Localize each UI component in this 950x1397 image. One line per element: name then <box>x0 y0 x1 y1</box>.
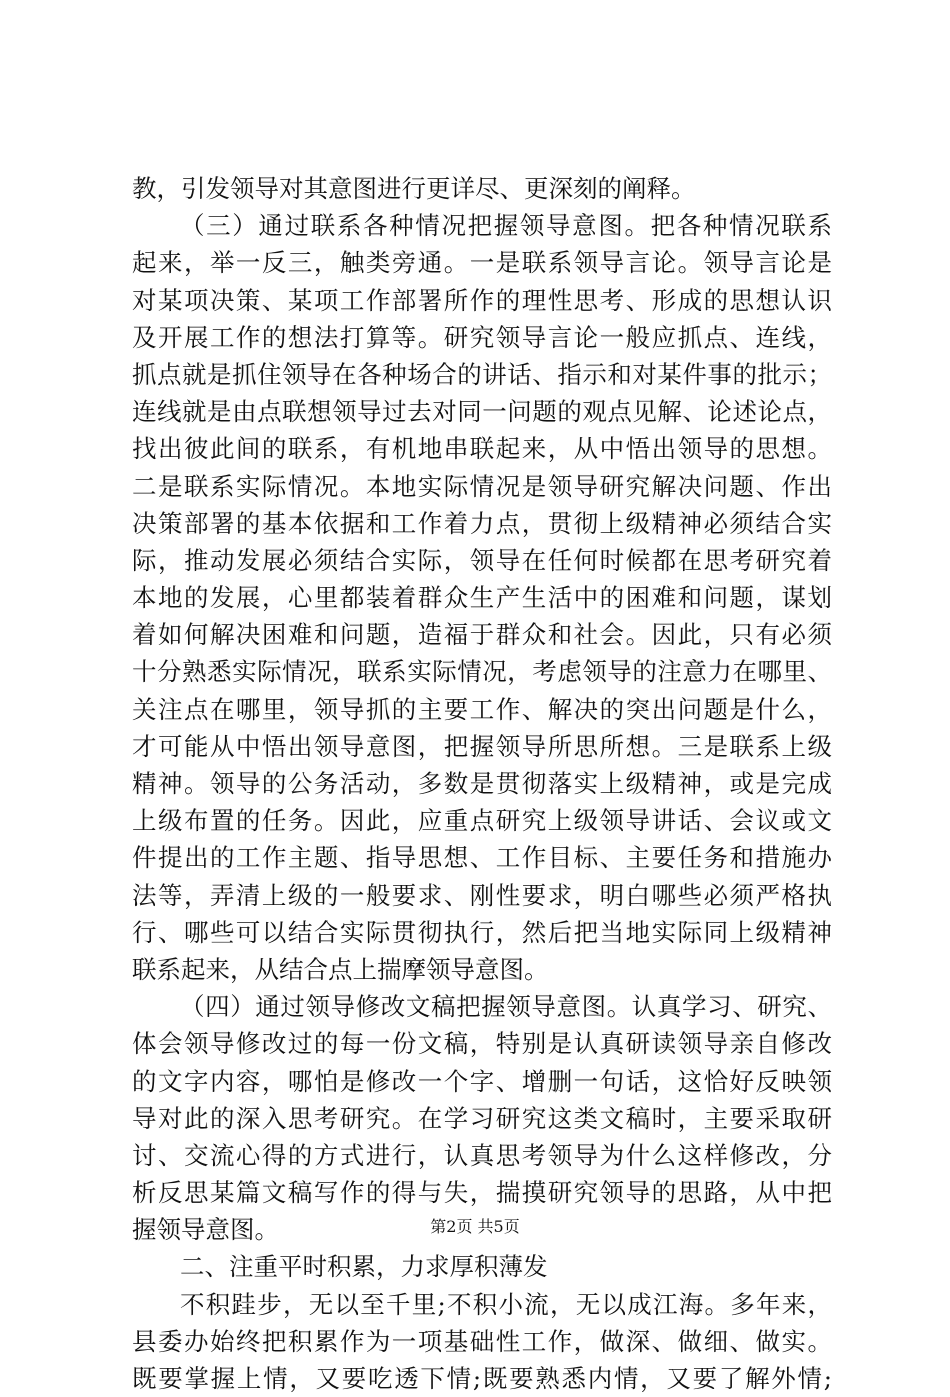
text-line: 不积跬步，无以至千里;不积小流，无以成江海。多年来， <box>180 1289 832 1319</box>
text-line: 导对此的深入思考研究。在学习研究这类文稿时，主要采取研 <box>132 1103 832 1133</box>
text-line: 联系起来，从结合点上揣摩领导意图。 <box>132 954 549 984</box>
text-line: 决策部署的基本依据和工作着力点，贯彻上级精神必须结合实 <box>132 508 832 538</box>
page-footer: 第2页 共5页 <box>430 1217 520 1236</box>
text-line: 关注点在哪里，领导抓的主要工作、解决的突出问题是什么， <box>132 694 832 724</box>
text-line: 析反思某篇文稿写作的得与失，揣摸研究领导的思路，从中把 <box>132 1178 832 1208</box>
text-line: 找出彼此间的联系，有机地串联起来，从中悟出领导的思想。 <box>132 434 832 464</box>
text-line: 行、哪些可以结合实际贯彻执行，然后把当地实际同上级精神 <box>132 917 832 947</box>
text-line: 握领导意图。 <box>132 1215 279 1245</box>
text-line: 际，推动发展必须结合实际，领导在任何时候都在思考研究着 <box>132 545 832 575</box>
text-line: 讨、交流心得的方式进行，认真思考领导为什么这样修改，分 <box>132 1140 832 1170</box>
text-line: 二是联系实际情况。本地实际情况是领导研究解决问题、作出 <box>132 471 832 501</box>
text-line: 着如何解决困难和问题，造福于群众和社会。因此，只有必须 <box>132 620 832 650</box>
document-body <box>132 170 832 1397</box>
text-line: 体会领导修改过的每一份文稿，特别是认真研读领导亲自修改 <box>132 1029 832 1059</box>
text-line: 十分熟悉实际情况，联系实际情况，考虑领导的注意力在哪里、 <box>132 657 832 687</box>
text-line: 的文字内容，哪怕是修改一个字、增删一句话，这恰好反映领 <box>132 1066 832 1096</box>
text-line: 对某项决策、某项工作部署所作的理性思考、形成的思想认识 <box>132 285 832 315</box>
text-line: 法等，弄清上级的一般要求、刚性要求，明白哪些必须严格执 <box>132 880 832 910</box>
text-line: 精神。领导的公务活动，多数是贯彻落实上级精神，或是完成 <box>132 769 832 798</box>
text-line: 上级布置的任务。因此，应重点研究上级领导讲话、会议或文 <box>132 806 832 836</box>
text-line: 教，引发领导对其意图进行更详尽、更深刻的阐释。 <box>132 174 696 203</box>
text-line: 抓点就是抓住领导在各种场合的讲话、指示和对某件事的批示； <box>132 359 832 389</box>
text-line: 才可能从中悟出领导意图，把握领导所思所想。三是联系上级 <box>132 731 832 761</box>
text-line: 及开展工作的想法打算等。研究领导言论一般应抓点、连线， <box>132 322 832 352</box>
text-line: 连线就是由点联想领导过去对同一问题的观点见解、论述论点， <box>132 397 832 427</box>
text-line: （四）通过领导修改文稿把握领导意图。认真学习、研究、 <box>180 992 832 1022</box>
text-line: 县委办始终把积累作为一项基础性工作，做深、做细、做实。 <box>132 1326 832 1356</box>
text-line: 本地的发展，心里都装着群众生产生活中的困难和问题，谋划 <box>132 583 832 613</box>
text-line: 既要掌握上情，又要吃透下情;既要熟悉内情，又要了解外情; <box>132 1364 832 1393</box>
text-line: 起来，举一反三，触类旁通。一是联系领导言论。领导言论是 <box>132 248 832 278</box>
text-line: 件提出的工作主题、指导思想、工作目标、主要任务和措施办 <box>132 843 832 873</box>
text-line: 二、注重平时积累，力求厚积薄发 <box>180 1252 548 1282</box>
text-line: （三）通过联系各种情况把握领导意图。把各种情况联系 <box>180 211 832 241</box>
